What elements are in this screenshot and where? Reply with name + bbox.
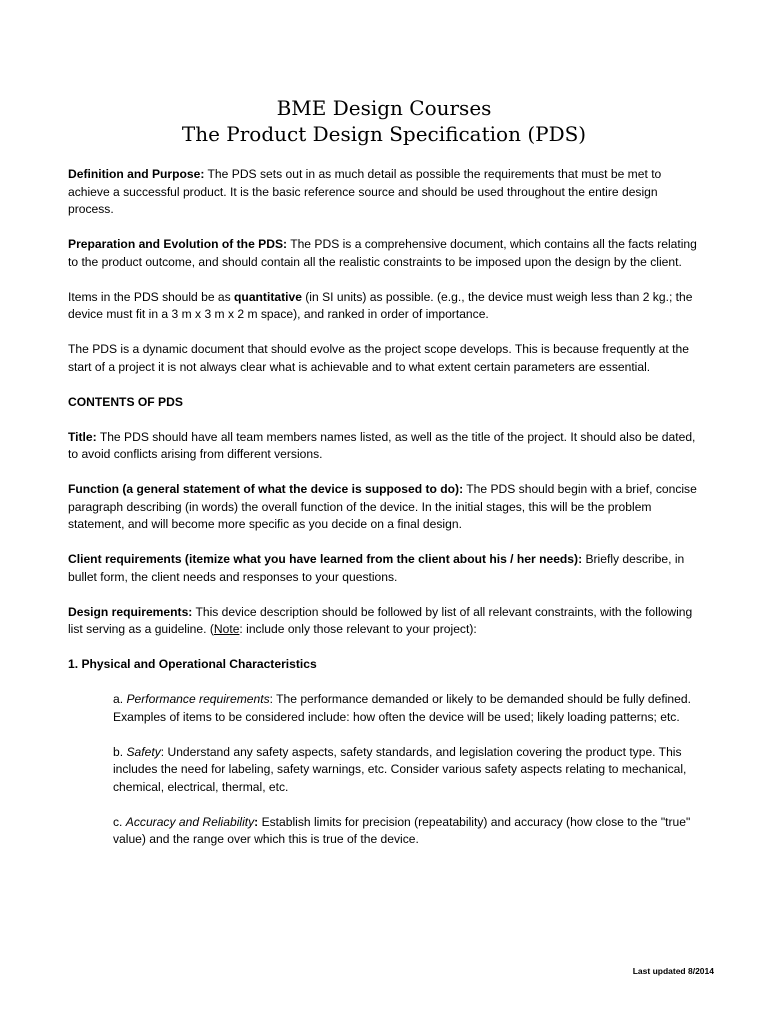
- section1-heading-text: 1. Physical and Operational Characteristics: [68, 657, 317, 671]
- item-b-text: : Understand any safety aspects, safety standards, and legislation covering the product type. This includes the need for labeling, safety warnings, etc. Consider various safety aspects relating to mechanical, chemical, electrical, thermal, etc.: [113, 744, 687, 794]
- preparation-paragraph: [68, 236, 700, 271]
- footer-last-updated: Last updated 8/2014: [632, 966, 714, 976]
- preparation-text: The PDS is a comprehensive document, which contains all the facts relating to the product outcome, and should contain all the realistic constraints to be imposed upon the design by the client.: [68, 237, 697, 269]
- item-c-prefix: c.: [113, 814, 126, 829]
- dynamic-text: The PDS is a dynamic document that should evolve as the project scope develops. This is because frequently at the start of a project it is not always clear what is achievable and to what extent certain parameters are essential.: [68, 342, 689, 374]
- item-c-label: Accuracy and Reliability: [125, 814, 255, 829]
- title-item-heading: Title:: [68, 429, 97, 444]
- title-item-text: The PDS should have all team members names listed, as well as the title of the project. It should also be dated, to avoid conflicts arising from different versions.: [68, 429, 696, 461]
- preparation-heading: Preparation and Evolution of the PDS:: [68, 237, 288, 251]
- title-item-paragraph: [68, 429, 700, 464]
- item-a-prefix: a.: [113, 692, 127, 706]
- document-title-line1: BME Design Courses: [276, 96, 492, 120]
- quantitative-paragraph: [68, 289, 700, 324]
- item-c-paragraph: [68, 814, 700, 849]
- client-item-heading: Client requirements (itemize what you have learned from the client about his / her needs):: [68, 552, 583, 566]
- client-item-paragraph: [68, 551, 700, 586]
- contents-heading-text: CONTENTS OF PDS: [68, 394, 183, 409]
- design-item-heading: Design requirements:: [68, 604, 193, 619]
- function-item-paragraph: [68, 481, 700, 534]
- client-item-text: Briefly describe, in bullet form, the client needs and responses to your questions.: [68, 552, 685, 584]
- document-body: [68, 166, 700, 866]
- design-item-paragraph: [68, 604, 700, 639]
- section1-heading: [68, 656, 700, 674]
- item-a-paragraph: [68, 691, 700, 726]
- definition-text: The PDS sets out in as much detail as possible the requirements that must be met to achieve a successful product. It is the basic reference source and should be used throughout the entire design process.: [68, 167, 662, 216]
- item-b-prefix: b.: [113, 744, 127, 759]
- quantitative-text-before: Items in the PDS should be as: [68, 289, 235, 304]
- design-item-note: Note: [213, 622, 240, 636]
- definition-paragraph: [68, 166, 700, 219]
- design-item-text-after: : include only those relevant to your project):: [239, 622, 477, 636]
- function-item-text: The PDS should begin with a brief, concise paragraph describing (in words) the overall function of the device. In the initial stages, this will be the problem statement, and will become more specific as you decide on a final design.: [68, 482, 697, 531]
- item-a-text: : The performance demanded or likely to be demanded should be fully defined. Examples of items to be considered include: how often the device will be used; likely loading patterns; etc.: [113, 692, 691, 724]
- document-title-line2: The Product Design Specification (PDS): [181, 122, 587, 146]
- contents-heading: [68, 394, 700, 412]
- design-item-text-before: This device description should be followed by list of all relevant constraints, with the following list serving as a guideline. (: [68, 604, 693, 636]
- item-a-label: Performance requirements: [126, 692, 270, 706]
- item-c-text: Establish limits for precision (repeatability) and accuracy (how close to the "true" value) and the range over which this is true of the device.: [113, 814, 691, 846]
- item-c-colon: :: [254, 814, 259, 829]
- definition-heading: Definition and Purpose:: [68, 167, 205, 181]
- quantitative-text-after: (in SI units) as possible. (e.g., the device must weigh less than 2 kg.; the device must fit in a 3 m x 3 m x 2 m space), and ranked in order of importance.: [68, 289, 693, 321]
- dynamic-paragraph: [68, 341, 700, 376]
- quantitative-bold: quantitative: [234, 289, 302, 304]
- item-b-label: Safety: [126, 744, 161, 759]
- function-item-heading: Function (a general statement of what the device is supposed to do):: [68, 482, 464, 496]
- item-b-paragraph: [68, 744, 700, 797]
